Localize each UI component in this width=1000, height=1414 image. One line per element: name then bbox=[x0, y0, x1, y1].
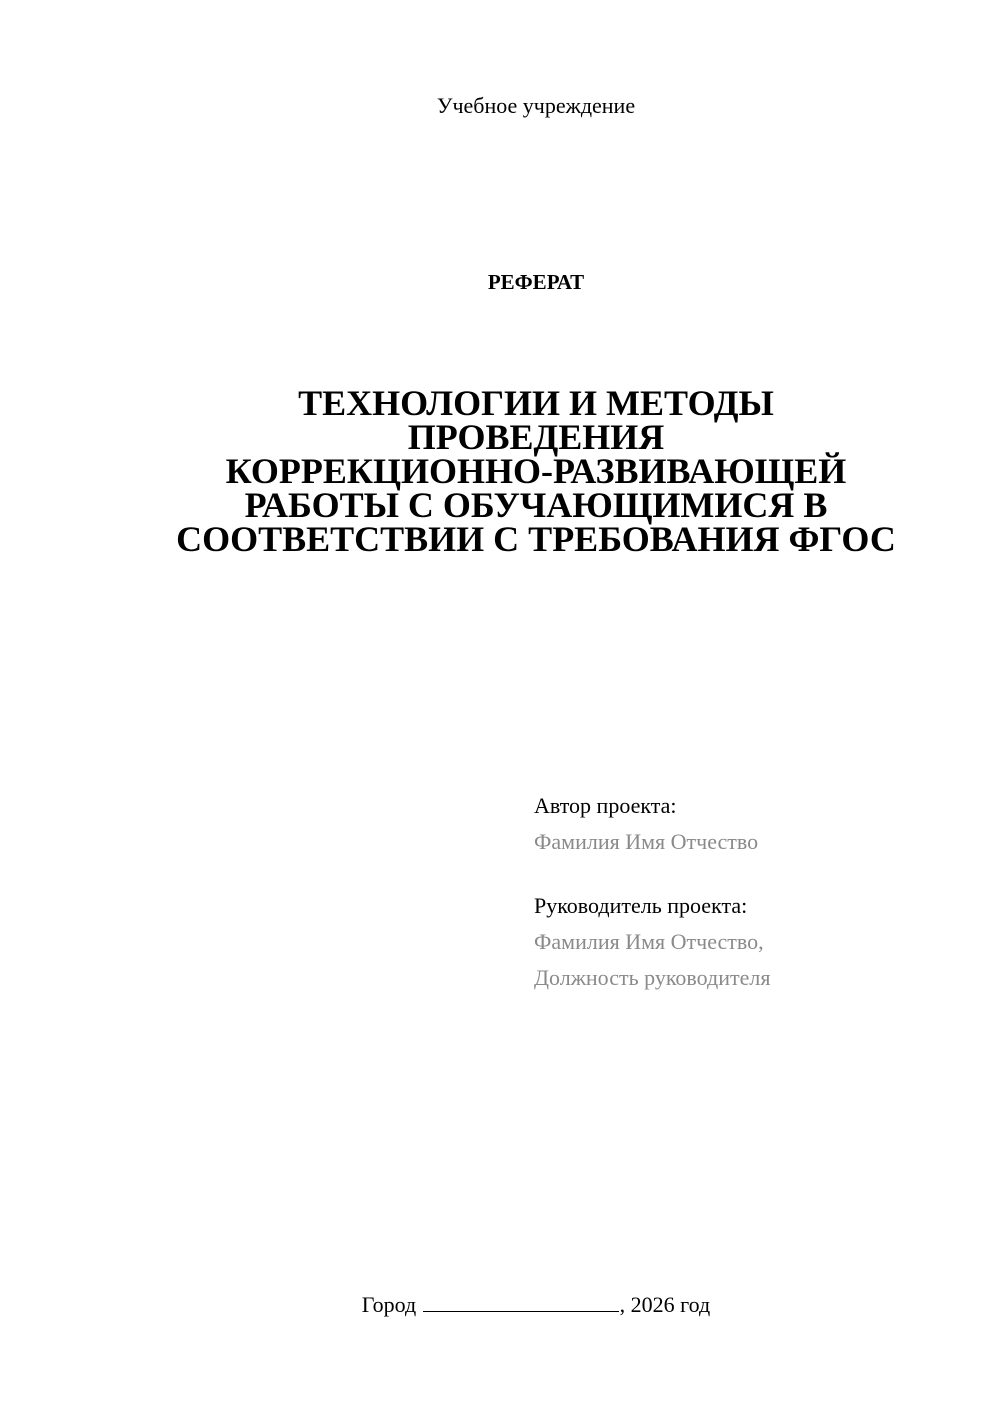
city-label: Город bbox=[361, 1292, 417, 1317]
authors-spacer bbox=[534, 860, 770, 888]
author-name-placeholder: Фамилия Имя Отчество bbox=[534, 829, 759, 854]
document-type: РЕФЕРАТ bbox=[487, 270, 585, 294]
supervisor-name-placeholder: Фамилия Имя Отчество, bbox=[534, 929, 764, 954]
title-line: ТЕХНОЛОГИИ И МЕТОДЫ bbox=[298, 383, 774, 423]
supervisor-position-placeholder: Должность руководителя bbox=[534, 965, 771, 990]
author-label: Автор проекта: bbox=[534, 793, 677, 818]
title-line: РАБОТЫ С ОБУЧАЮЩИМИСЯ В bbox=[244, 485, 828, 525]
institution-name: Учебное учреждение bbox=[436, 93, 636, 118]
document-title bbox=[120, 383, 952, 559]
year-text: , 2026 год bbox=[619, 1292, 711, 1317]
footer-city-year bbox=[0, 1290, 1000, 1320]
authors-block bbox=[534, 788, 770, 996]
title-line: СООТВЕТСТВИИ С ТРЕБОВАНИЯ ФГОС bbox=[176, 519, 896, 559]
title-line: ПРОВЕДЕНИЯ bbox=[407, 417, 665, 457]
title-line: КОРРЕКЦИОННО-РАЗВИВАЮЩЕЙ bbox=[225, 451, 847, 491]
city-blank-line bbox=[423, 1291, 619, 1312]
supervisor-label: Руководитель проекта: bbox=[534, 893, 748, 918]
